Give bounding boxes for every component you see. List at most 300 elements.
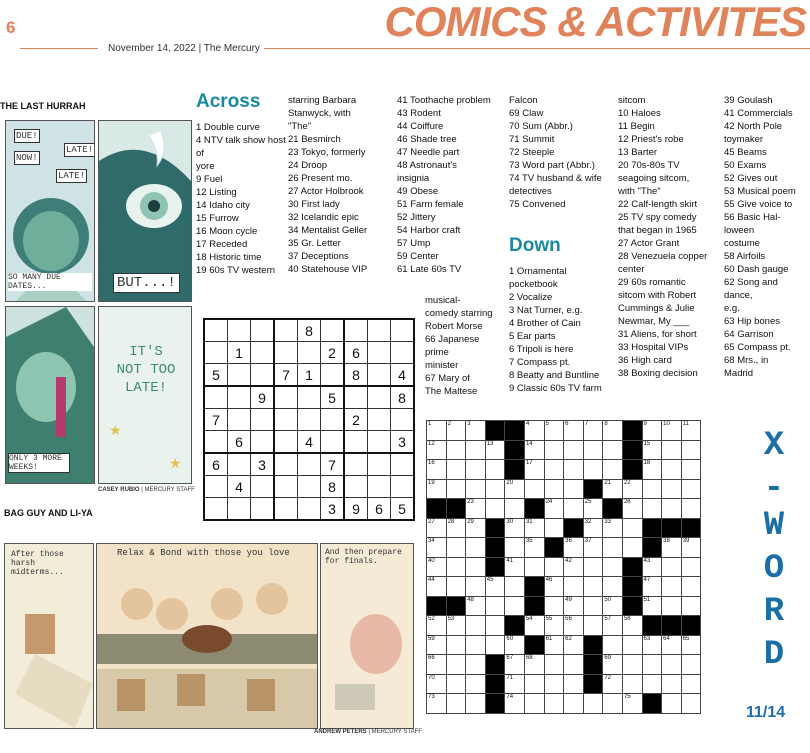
crossword-cell[interactable] [485,577,505,597]
crossword-cell[interactable] [603,674,623,694]
crossword-black-square [544,538,564,558]
crossword-clue-number: 62 [565,635,572,642]
xword-letter: - [763,470,785,508]
crossword-cell[interactable] [485,616,505,636]
crossword-cell[interactable] [446,655,466,675]
crossword-cell[interactable] [622,479,642,499]
crossword-cell[interactable] [485,499,505,519]
sudoku-cell[interactable] [228,409,251,431]
sudoku-cell[interactable]: 5 [391,498,415,521]
crossword-cell[interactable] [662,421,682,441]
sudoku-cell[interactable] [368,431,391,454]
crossword-cell[interactable] [662,635,682,655]
clue-line: 69 Claw [509,108,544,119]
crossword-cell[interactable] [622,616,642,636]
crossword-cell[interactable] [681,694,701,714]
sudoku-cell[interactable]: 6 [368,498,391,521]
crossword-cell[interactable] [505,499,525,519]
sudoku-cell[interactable] [274,409,298,431]
sudoku-cell[interactable]: 8 [298,319,321,342]
crossword-cell[interactable] [544,655,564,675]
sudoku-cell[interactable] [274,498,298,521]
sudoku-cell[interactable] [391,319,415,342]
crossword-cell[interactable] [603,577,623,597]
comic-title: THE LAST HURRAH [0,101,86,111]
crossword-black-square [524,499,544,519]
crossword-cell[interactable] [446,674,466,694]
crossword-cell[interactable] [564,577,584,597]
clue-line: 47 Needle part [397,147,460,158]
crossword-cell[interactable] [662,479,682,499]
sudoku-cell[interactable] [298,409,321,431]
crossword-cell[interactable] [446,616,466,636]
sudoku-cell[interactable]: 5 [204,364,228,387]
crossword-cell[interactable] [427,655,447,675]
crossword-cell[interactable] [564,440,584,460]
clue-line: Robert Morse [425,321,483,332]
crossword-cell[interactable] [603,655,623,675]
crossword-cell[interactable] [583,538,603,558]
clue-line: 46 Shade tree [397,134,457,145]
sudoku-cell[interactable] [274,431,298,454]
sudoku-cell[interactable]: 6 [344,342,368,364]
crossword-cell[interactable] [485,479,505,499]
crossword-cell[interactable] [505,694,525,714]
sudoku-cell[interactable] [298,498,321,521]
crossword-cell[interactable] [466,421,486,441]
crossword-cell[interactable] [505,479,525,499]
sudoku-cell[interactable]: 1 [298,364,321,387]
crossword-cell[interactable] [583,557,603,577]
crossword-cell[interactable] [466,655,486,675]
crossword-cell[interactable] [662,674,682,694]
sudoku-cell[interactable] [228,319,251,342]
sudoku-cell[interactable] [391,476,415,498]
sudoku-cell[interactable] [321,364,345,387]
sudoku-cell[interactable]: 8 [391,386,415,409]
crossword-cell[interactable] [544,518,564,538]
sudoku-cell[interactable] [368,453,391,476]
crossword-cell[interactable] [524,460,544,480]
crossword-cell[interactable] [681,538,701,558]
crossword-cell[interactable] [544,479,564,499]
crossword-black-square [505,616,525,636]
crossword-cell[interactable] [466,440,486,460]
crossword-cell[interactable] [466,499,486,519]
sudoku-cell[interactable]: 7 [274,364,298,387]
crossword-cell[interactable] [427,694,447,714]
crossword-cell[interactable] [524,538,544,558]
sudoku-cell[interactable] [298,453,321,476]
crossword-cell[interactable] [564,499,584,519]
sudoku-cell[interactable]: 7 [204,409,228,431]
sudoku-cell[interactable] [321,409,345,431]
sudoku-cell[interactable]: 2 [321,342,345,364]
clue-line: 16 Moon cycle [196,226,258,237]
crossword-cell[interactable] [466,518,486,538]
crossword-cell[interactable] [622,518,642,538]
comic-illustration [321,544,413,728]
crossword-cell[interactable] [505,538,525,558]
crossword-cell[interactable] [466,674,486,694]
sudoku-cell[interactable] [391,342,415,364]
sudoku-cell[interactable]: 4 [298,431,321,454]
crossword-clue-number: 30 [506,518,514,525]
xword-vertical-title [748,428,800,680]
crossword-cell[interactable] [485,440,505,460]
crossword-cell[interactable] [466,577,486,597]
clue-line: loween [724,225,755,236]
crossword-cell[interactable] [446,460,466,480]
sudoku-cell[interactable] [298,476,321,498]
crossword-cell[interactable] [564,596,584,616]
sudoku-cell[interactable]: 7 [321,453,345,476]
sudoku-cell[interactable]: 8 [344,364,368,387]
crossword-cell[interactable] [524,479,544,499]
sudoku-cell[interactable] [204,476,228,498]
crossword-cell[interactable] [505,655,525,675]
crossword-clue-number: 38 [663,538,670,544]
crossword-cell[interactable] [466,596,486,616]
crossword-cell[interactable] [466,694,486,714]
crossword-cell[interactable] [681,499,701,519]
crossword-cell[interactable] [505,635,525,655]
clue-line: 2 Vocalize [509,292,553,303]
crossword-cell[interactable] [603,518,623,538]
crossword-cell[interactable] [524,616,544,636]
crossword-clue-number: 41 [506,557,514,564]
crossword-cell[interactable] [427,479,447,499]
crossword-cell[interactable] [564,538,584,558]
crossword-clue-number: 4 [525,421,530,427]
crossword-cell[interactable] [603,596,623,616]
crossword-cell[interactable] [603,616,623,636]
sudoku-cell[interactable] [204,342,228,364]
crossword-cell[interactable] [524,557,544,577]
crossword-cell[interactable] [427,421,447,441]
crossword-cell[interactable] [505,518,525,538]
crossword-cell[interactable] [564,557,584,577]
crossword-black-square [485,655,505,675]
crossword-cell[interactable] [642,557,662,577]
sudoku-cell[interactable] [368,342,391,364]
crossword-clue-number: 19 [428,479,435,486]
crossword-cell[interactable] [544,635,564,655]
crossword-cell[interactable] [681,557,701,577]
crossword-cell[interactable] [446,421,466,441]
crossword-cell[interactable] [485,635,505,655]
sudoku-cell[interactable] [204,498,228,521]
crossword-cell[interactable] [583,518,603,538]
sudoku-cell[interactable]: 4 [228,476,251,498]
speech-bubble: DUE! [16,131,38,141]
sudoku-cell[interactable] [274,476,298,498]
sudoku-cell[interactable]: 6 [204,453,228,476]
crossword-cell[interactable] [583,460,603,480]
sudoku-cell[interactable] [204,386,228,409]
crossword-cell[interactable] [427,518,447,538]
crossword-cell[interactable] [642,577,662,597]
crossword-cell[interactable] [485,460,505,480]
crossword-cell[interactable] [681,460,701,480]
sudoku-cell[interactable] [274,386,298,409]
crossword-cell[interactable] [466,635,486,655]
crossword-cell[interactable] [642,460,662,480]
crossword-clue-number: 54 [525,616,533,622]
clue-line: 64 Garrison [724,329,774,340]
sudoku-cell[interactable]: 3 [321,498,345,521]
crossword-cell[interactable] [642,635,662,655]
crossword-cell[interactable] [564,674,584,694]
crossword-cell[interactable] [446,635,466,655]
sudoku-cell[interactable] [344,476,368,498]
sudoku-cell[interactable] [368,409,391,431]
sudoku-cell[interactable]: 4 [391,364,415,387]
crossword-clue-number: 48 [467,596,474,603]
crossword-cell[interactable] [485,596,505,616]
sudoku-cell[interactable] [321,431,345,454]
crossword-clue-number: 58 [623,616,631,622]
crossword-cell[interactable] [544,421,564,441]
crossword-cell[interactable] [662,694,682,714]
crossword-cell[interactable] [564,694,584,714]
sudoku-cell[interactable] [251,319,275,342]
crossword-cell[interactable] [681,440,701,460]
crossword-cell[interactable] [466,479,486,499]
crossword-cell[interactable] [466,557,486,577]
crossword-cell[interactable] [544,440,564,460]
crossword-cell[interactable] [642,674,662,694]
clue-line: 54 Harbor craft [397,225,461,236]
crossword-cell[interactable] [642,655,662,675]
sudoku-cell[interactable]: 3 [251,453,275,476]
sudoku-cell[interactable] [251,476,275,498]
crossword-cell[interactable] [603,440,623,460]
sudoku-cell[interactable]: 5 [321,386,345,409]
sudoku-cell[interactable]: 6 [228,431,251,454]
crossword-cell[interactable] [466,460,486,480]
crossword-cell[interactable] [427,557,447,577]
crossword-cell[interactable] [524,674,544,694]
crossword-cell[interactable] [662,460,682,480]
sudoku-cell[interactable] [298,386,321,409]
crossword-cell[interactable] [642,421,662,441]
crossword-cell[interactable] [564,421,584,441]
header-rule-right [255,48,810,49]
crossword-cell[interactable] [622,635,642,655]
crossword-cell[interactable] [681,655,701,675]
crossword-cell[interactable] [446,577,466,597]
sudoku-cell[interactable] [228,364,251,387]
speech-bubble: NOW! [16,153,38,163]
crossword-cell[interactable] [544,499,564,519]
crossword-cell[interactable] [603,694,623,714]
clue-line: 52 Jittery [397,212,436,223]
crossword-cell[interactable] [662,499,682,519]
crossword-cell[interactable] [564,635,584,655]
crossword-cell[interactable] [603,421,623,441]
crossword-cell[interactable] [544,674,564,694]
crossword-black-square [642,694,662,714]
sudoku-cell[interactable] [251,364,275,387]
sudoku-cell[interactable] [368,386,391,409]
crossword-cell[interactable] [662,655,682,675]
crossword-cell[interactable] [446,440,466,460]
clue-line: 5 Ear parts [509,331,556,342]
crossword-cell[interactable] [446,518,466,538]
crossword-cell[interactable] [505,674,525,694]
crossword-cell[interactable] [583,421,603,441]
crossword-cell[interactable] [642,499,662,519]
crossword-black-square [564,518,584,538]
crossword-cell[interactable] [603,460,623,480]
crossword-cell[interactable] [622,655,642,675]
sudoku-grid [203,318,415,521]
crossword-cell[interactable] [564,655,584,675]
header-rule-left [20,48,98,49]
sudoku-cell[interactable] [391,453,415,476]
clue-line: 40 Statehouse VIP [288,264,368,275]
sudoku-cell[interactable] [251,409,275,431]
crossword-cell[interactable] [564,616,584,636]
crossword-cell[interactable] [544,616,564,636]
crossword-cell[interactable] [681,421,701,441]
crossword-cell[interactable] [583,596,603,616]
crossword-clue-number: 17 [525,460,533,466]
sudoku-cell[interactable] [228,453,251,476]
crossword-cell[interactable] [427,674,447,694]
crossword-cell[interactable] [622,499,642,519]
crossword-cell[interactable] [446,538,466,558]
sudoku-cell[interactable] [251,498,275,521]
sudoku-cell[interactable] [274,342,298,364]
crossword-cell[interactable] [524,655,544,675]
clue-line: 15 Furrow [196,213,239,224]
crossword-cell[interactable] [681,596,701,616]
xword-letter: W [763,507,785,545]
crossword-cell[interactable] [681,577,701,597]
crossword-cell[interactable] [603,479,623,499]
sudoku-cell[interactable] [368,364,391,387]
crossword-cell[interactable] [427,440,447,460]
crossword-cell[interactable] [622,674,642,694]
sudoku-cell[interactable] [204,319,228,342]
sudoku-cell[interactable] [391,409,415,431]
crossword-cell[interactable] [662,577,682,597]
crossword-cell[interactable] [524,440,544,460]
crossword-cell[interactable] [583,577,603,597]
crossword-cell[interactable] [622,538,642,558]
crossword-cell[interactable] [466,616,486,636]
sudoku-cell[interactable] [274,453,298,476]
crossword-cell[interactable] [583,694,603,714]
sudoku-cell[interactable] [344,319,368,342]
crossword-cell[interactable] [622,694,642,714]
crossword-cell[interactable] [603,635,623,655]
sudoku-cell[interactable] [298,342,321,364]
crossword-cell[interactable] [427,616,447,636]
crossword-cell[interactable] [603,538,623,558]
sudoku-cell[interactable] [204,431,228,454]
crossword-cell[interactable] [662,596,682,616]
crossword-cell[interactable] [642,440,662,460]
crossword-cell[interactable] [544,460,564,480]
sudoku-cell[interactable]: 1 [228,342,251,364]
sudoku-cell[interactable] [368,319,391,342]
crossword-cell[interactable] [505,557,525,577]
crossword-clue-number: 34 [428,538,435,544]
crossword-cell[interactable] [603,557,623,577]
crossword-cell[interactable] [583,440,603,460]
sudoku-cell[interactable] [274,319,298,342]
crossword-cell[interactable] [524,518,544,538]
sudoku-cell[interactable] [344,431,368,454]
crossword-cell[interactable] [427,635,447,655]
crossword-black-square [524,577,544,597]
crossword-cell[interactable] [466,538,486,558]
crossword-cell[interactable] [544,557,564,577]
clue-line: minister [425,360,459,371]
crossword-cell[interactable] [446,557,466,577]
crossword-cell[interactable] [544,596,564,616]
crossword-cell[interactable] [427,460,447,480]
dateline: November 14, 2022 | The Mercury [104,43,264,54]
sudoku-cell[interactable]: 8 [321,476,345,498]
crossword-cell[interactable] [564,479,584,499]
crossword-cell[interactable] [505,596,525,616]
sudoku-cell[interactable] [251,342,275,364]
crossword-cell[interactable] [642,479,662,499]
sudoku-cell[interactable]: 9 [251,386,275,409]
crossword-clue-number: 25 [584,499,592,505]
crossword-cell[interactable] [505,577,525,597]
sudoku-cell[interactable] [344,453,368,476]
sudoku-cell[interactable]: 3 [391,431,415,454]
crossword-cell[interactable] [427,538,447,558]
crossword-cell[interactable] [642,596,662,616]
crossword-cell[interactable] [446,479,466,499]
crossword-cell[interactable] [564,460,584,480]
crossword-cell[interactable] [544,694,564,714]
crossword-clue-number: 45 [486,577,494,583]
crossword-cell[interactable] [544,577,564,597]
sudoku-cell[interactable]: 9 [344,498,368,521]
sudoku-cell[interactable] [228,386,251,409]
crossword-black-square [622,440,642,460]
crossword-black-square [524,635,544,655]
sudoku-cell[interactable] [321,319,345,342]
crossword-cell[interactable] [681,635,701,655]
crossword-cell[interactable] [427,577,447,597]
sudoku-cell[interactable] [251,431,275,454]
sudoku-cell[interactable] [368,476,391,498]
sudoku-cell[interactable] [344,386,368,409]
crossword-cell[interactable] [681,674,701,694]
sudoku-cell[interactable]: 2 [344,409,368,431]
sudoku-cell[interactable] [228,498,251,521]
crossword-cell[interactable] [662,538,682,558]
crossword-cell[interactable] [662,557,682,577]
crossword-black-square [505,440,525,460]
crossword-cell[interactable] [583,616,603,636]
crossword-cell[interactable] [681,479,701,499]
crossword-cell[interactable] [662,440,682,460]
crossword-cell[interactable] [524,421,544,441]
crossword-cell[interactable] [446,694,466,714]
crossword-cell[interactable] [583,499,603,519]
crossword-cell[interactable] [524,694,544,714]
clue-line: 10 Haloes [618,108,661,119]
